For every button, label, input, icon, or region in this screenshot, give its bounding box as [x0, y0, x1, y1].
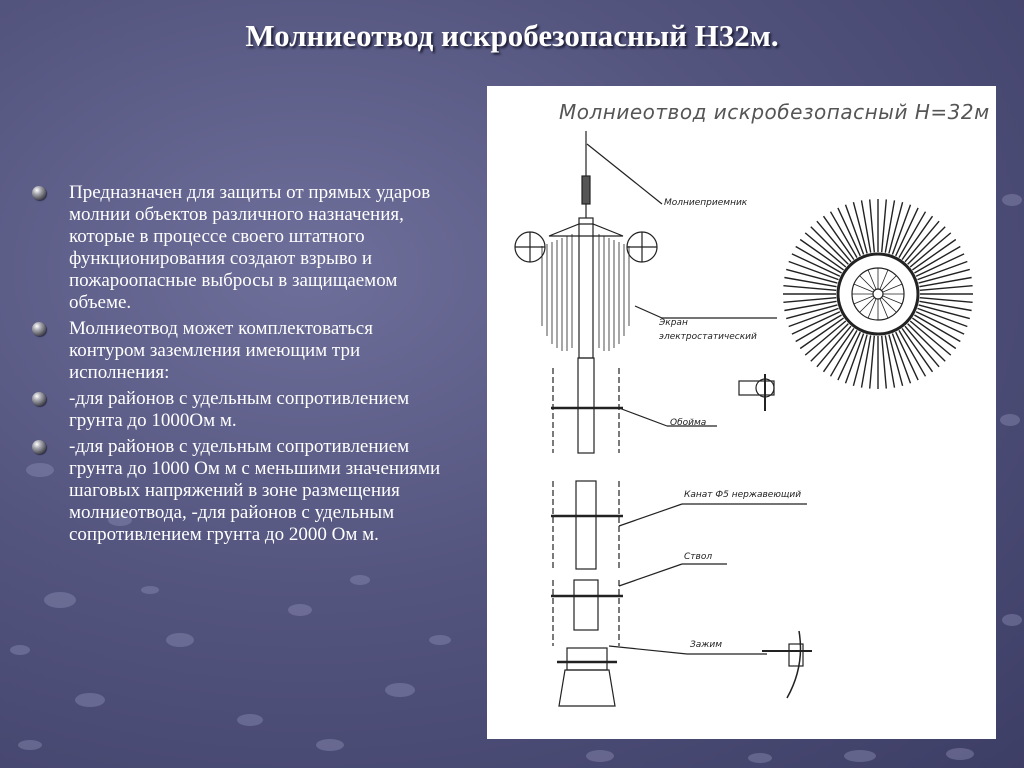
- technical-drawing: [487, 86, 996, 739]
- drawing-title: Молниеотвод искробезопасный Н=32м: [559, 100, 990, 124]
- label-clip: Зажим: [690, 640, 723, 650]
- bullet-item: [32, 388, 452, 432]
- bullet-text: -для районов с удельным сопротивлением грунта до 1000 Ом м с меньшими значениями шаговых напряжений в зоне размещения молниеотвода, -для районов с удельным сопротивлением грунта до 2000 Ом м.: [69, 436, 441, 545]
- bullet-icon: [32, 392, 46, 406]
- bullet-text: Предназначен для защиты от прямых ударов молнии объектов различного назначения, которые в процессе своего штатного функционирования создают взрыво и пожароопасные выбросы в защищаемом объеме.: [69, 182, 431, 313]
- bullet-item: [32, 182, 452, 314]
- bullet-icon: [32, 440, 46, 454]
- drawing-lines: [487, 86, 996, 739]
- bullet-text: Молниеотвод может комплектоваться контуром заземления имеющим три исполнения:: [69, 318, 373, 383]
- bullet-icon: [32, 186, 46, 200]
- label-screen-electrostatic: электростатический: [659, 332, 757, 342]
- label-clamp-ring: Обойма: [670, 418, 707, 428]
- bullet-text: -для районов с удельным сопротивлением грунта до 1000Ом м.: [69, 388, 410, 431]
- label-trunk: Ствол: [684, 552, 713, 562]
- label-screen: Экран: [659, 318, 688, 328]
- bullet-item: [32, 436, 452, 546]
- bullet-item: [32, 318, 452, 384]
- bullet-list: [32, 182, 452, 550]
- slide-title: Молниеотвод искробезопасный Н32м.: [245, 18, 779, 53]
- label-lightning-receiver: Молниеприемник: [664, 198, 748, 208]
- bullet-icon: [32, 322, 46, 336]
- label-cable: Канат Ф5 нержавеющий: [684, 490, 802, 500]
